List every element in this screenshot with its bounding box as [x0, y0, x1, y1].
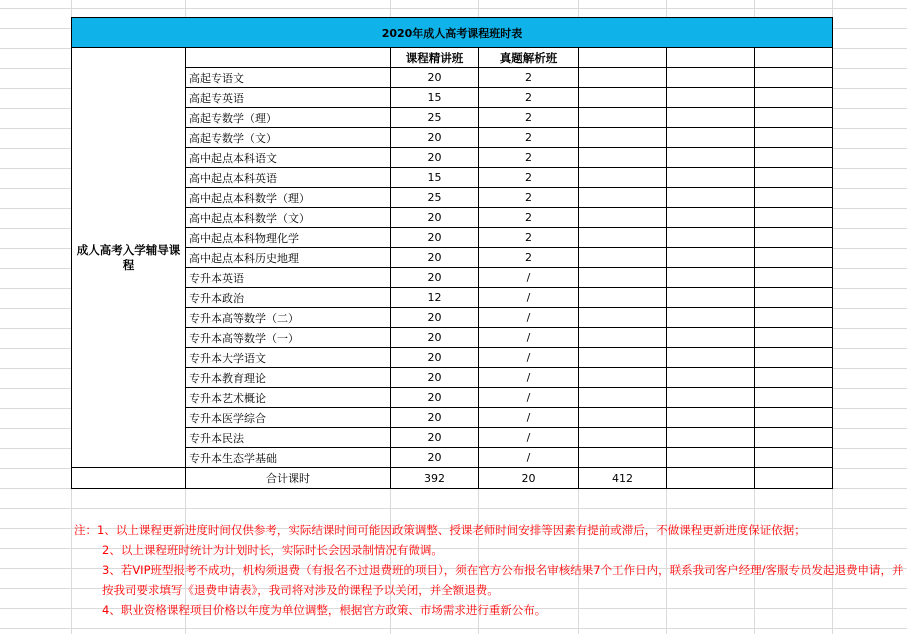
blank-cell-e[interactable] [579, 308, 667, 328]
lecture-hours-cell[interactable]: 20 [391, 448, 479, 468]
lecture-hours-cell[interactable]: 15 [391, 88, 479, 108]
table-row [72, 268, 833, 288]
note-3[interactable]: 3、若VIP班型报考不成功，机构须退费（有报名不过退费班的项目），须在官方公布报名审核结果7个工作日内，联系我司客户经理/客服专员发起退费申请，并按我司要求填写《退费申请表》，我司将对涉及的课程予以关闭，并全额退费。 [102, 563, 904, 597]
exam-hours-cell[interactable]: 2 [479, 68, 579, 88]
course-cell[interactable]: 专升本医学综合 [186, 408, 391, 428]
table-row [72, 128, 833, 148]
blank-cell-e[interactable] [579, 388, 667, 408]
blank-cell-f[interactable] [667, 228, 755, 248]
blank-cell-e[interactable] [579, 348, 667, 368]
lecture-hours-cell[interactable]: 20 [391, 388, 479, 408]
blank-cell-f[interactable] [667, 68, 755, 88]
lecture-hours-cell[interactable]: 20 [391, 68, 479, 88]
title-row [72, 18, 833, 48]
blank-cell-g[interactable] [755, 368, 833, 388]
exam-hours-cell[interactable]: 2 [479, 248, 579, 268]
blank-cell-g[interactable] [755, 348, 833, 368]
blank-cell-f[interactable] [667, 288, 755, 308]
total-exam[interactable]: 20 [479, 468, 579, 489]
table-row [72, 428, 833, 448]
blank-cell-g[interactable] [755, 168, 833, 188]
blank-cell-g[interactable] [755, 308, 833, 328]
course-cell[interactable]: 高中起点本科英语 [186, 168, 391, 188]
blank-cell-e[interactable] [579, 328, 667, 348]
course-cell[interactable]: 专升本政治 [186, 288, 391, 308]
blank-cell-f[interactable] [667, 208, 755, 228]
table-row [72, 448, 833, 468]
header-course-blank[interactable] [186, 48, 391, 68]
blank-cell-f[interactable] [667, 168, 755, 188]
header-blank-g[interactable] [755, 48, 833, 68]
course-cell[interactable]: 专升本高等数学（一） [186, 328, 391, 348]
header-row [72, 48, 833, 68]
exam-hours-cell[interactable]: / [479, 388, 579, 408]
blank-cell-g[interactable] [755, 128, 833, 148]
exam-hours-cell[interactable]: / [479, 288, 579, 308]
blank-cell-e[interactable] [579, 168, 667, 188]
header-lecture[interactable]: 课程精讲班 [391, 48, 479, 68]
lecture-hours-cell[interactable]: 20 [391, 248, 479, 268]
blank-cell-f[interactable] [667, 408, 755, 428]
course-cell[interactable]: 专升本高等数学（二） [186, 308, 391, 328]
blank-cell-f[interactable] [667, 308, 755, 328]
exam-hours-cell[interactable]: / [479, 348, 579, 368]
blank-cell-f[interactable] [667, 128, 755, 148]
course-cell[interactable]: 专升本英语 [186, 268, 391, 288]
blank-cell-g[interactable] [755, 228, 833, 248]
lecture-hours-cell[interactable]: 20 [391, 428, 479, 448]
course-cell[interactable]: 专升本民法 [186, 428, 391, 448]
note-1[interactable]: 注：1、以上课程更新进度时间仅供参考，实际结课时间可能因政策调整、授课老师时间安排等因素有提前或滞后，不做课程更新进度保证依据； [74, 523, 806, 537]
blank-cell-f[interactable] [667, 328, 755, 348]
exam-hours-cell[interactable]: 2 [479, 168, 579, 188]
blank-cell-f[interactable] [667, 248, 755, 268]
exam-hours-cell[interactable]: 2 [479, 88, 579, 108]
course-cell[interactable]: 高中起点本科语文 [186, 148, 391, 168]
course-cell[interactable]: 专升本教育理论 [186, 368, 391, 388]
total-lecture[interactable]: 392 [391, 468, 479, 489]
course-cell[interactable]: 高中起点本科数学（理） [186, 188, 391, 208]
grid-row-line [0, 8, 907, 9]
table-row [72, 248, 833, 268]
blank-cell-g[interactable] [755, 248, 833, 268]
note-4[interactable]: 4、职业资格课程项目价格以年度为单位调整，根据官方政策、市场需求进行重新公布。 [102, 603, 547, 617]
lecture-hours-cell[interactable]: 20 [391, 228, 479, 248]
course-cell[interactable]: 高中起点本科数学（文） [186, 208, 391, 228]
blank-cell-e[interactable] [579, 428, 667, 448]
lecture-hours-cell[interactable]: 20 [391, 368, 479, 388]
course-cell[interactable]: 高起专语文 [186, 68, 391, 88]
table-body [72, 18, 833, 468]
header-blank-e[interactable] [579, 48, 667, 68]
table-row [72, 228, 833, 248]
blank-cell-f[interactable] [667, 388, 755, 408]
blank-cell-g[interactable] [755, 68, 833, 88]
exam-hours-cell[interactable]: / [479, 448, 579, 468]
notes-block [74, 520, 904, 620]
exam-hours-cell[interactable]: / [479, 308, 579, 328]
exam-hours-cell[interactable]: 2 [479, 108, 579, 128]
blank-cell-g[interactable] [755, 88, 833, 108]
table-row [72, 168, 833, 188]
blank-cell-e[interactable] [579, 188, 667, 208]
table-row [72, 68, 833, 88]
table-row [72, 308, 833, 328]
table-row [72, 408, 833, 428]
blank-cell-e[interactable] [579, 408, 667, 428]
lecture-hours-cell[interactable]: 20 [391, 308, 479, 328]
table-row [72, 368, 833, 388]
blank-cell-e[interactable] [579, 68, 667, 88]
blank-cell-e[interactable] [579, 108, 667, 128]
category-cell[interactable]: 成人高考入学辅导课程 [72, 48, 186, 468]
blank-cell-f[interactable] [667, 268, 755, 288]
exam-hours-cell[interactable]: 2 [479, 188, 579, 208]
total-body [72, 468, 833, 489]
exam-hours-cell[interactable]: / [479, 368, 579, 388]
table-row [72, 88, 833, 108]
total-label[interactable]: 合计课时 [186, 468, 391, 489]
total-row [72, 468, 833, 489]
blank-cell-g[interactable] [755, 148, 833, 168]
exam-hours-cell[interactable]: 2 [479, 228, 579, 248]
exam-hours-cell[interactable]: / [479, 328, 579, 348]
table-row [72, 348, 833, 368]
blank-cell-e[interactable] [579, 368, 667, 388]
blank-cell-g[interactable] [755, 208, 833, 228]
total-blank-g[interactable] [755, 468, 833, 489]
blank-cell-f[interactable] [667, 448, 755, 468]
blank-cell-g[interactable] [755, 188, 833, 208]
blank-cell-e[interactable] [579, 128, 667, 148]
table-row [72, 188, 833, 208]
exam-hours-cell[interactable]: 2 [479, 208, 579, 228]
blank-cell-g[interactable] [755, 408, 833, 428]
blank-cell-e[interactable] [579, 88, 667, 108]
blank-cell-f[interactable] [667, 148, 755, 168]
table-row [72, 388, 833, 408]
table-row [72, 328, 833, 348]
lecture-hours-cell[interactable]: 25 [391, 108, 479, 128]
exam-hours-cell[interactable]: 2 [479, 128, 579, 148]
lecture-hours-cell[interactable]: 20 [391, 268, 479, 288]
exam-hours-cell[interactable]: / [479, 428, 579, 448]
note-2[interactable]: 2、以上课程班时统计为计划时长，实际时长会因录制情况有微调。 [102, 543, 443, 557]
blank-cell-g[interactable] [755, 108, 833, 128]
lecture-hours-cell[interactable]: 20 [391, 408, 479, 428]
course-hours-table [71, 17, 833, 489]
header-exam[interactable]: 真题解析班 [479, 48, 579, 68]
lecture-hours-cell[interactable]: 25 [391, 188, 479, 208]
blank-cell-e[interactable] [579, 148, 667, 168]
course-cell[interactable]: 高中起点本科历史地理 [186, 248, 391, 268]
exam-hours-cell[interactable]: 2 [479, 148, 579, 168]
blank-cell-e[interactable] [579, 448, 667, 468]
total-grand[interactable]: 412 [579, 468, 667, 489]
blank-cell-f[interactable] [667, 108, 755, 128]
blank-cell-e[interactable] [579, 288, 667, 308]
lecture-hours-cell[interactable]: 20 [391, 348, 479, 368]
course-cell[interactable]: 专升本艺术概论 [186, 388, 391, 408]
blank-cell-f[interactable] [667, 88, 755, 108]
course-cell[interactable]: 高中起点本科物理化学 [186, 228, 391, 248]
blank-cell-f[interactable] [667, 428, 755, 448]
exam-hours-cell[interactable]: / [479, 408, 579, 428]
table-title[interactable]: 2020年成人高考课程班时表 [72, 18, 833, 48]
lecture-hours-cell[interactable]: 20 [391, 128, 479, 148]
blank-cell-e[interactable] [579, 208, 667, 228]
grid-row-line [0, 628, 907, 629]
table-row [72, 108, 833, 128]
blank-cell-f[interactable] [667, 368, 755, 388]
lecture-hours-cell[interactable]: 20 [391, 148, 479, 168]
blank-cell-e[interactable] [579, 228, 667, 248]
blank-cell-g[interactable] [755, 268, 833, 288]
blank-cell-e[interactable] [579, 248, 667, 268]
blank-cell-g[interactable] [755, 428, 833, 448]
course-cell[interactable]: 专升本生态学基础 [186, 448, 391, 468]
course-cell[interactable]: 高起专英语 [186, 88, 391, 108]
blank-cell-f[interactable] [667, 188, 755, 208]
blank-cell-f[interactable] [667, 348, 755, 368]
blank-cell-g[interactable] [755, 288, 833, 308]
grid-row-line [0, 508, 907, 509]
total-blank-f[interactable] [667, 468, 755, 489]
table-row [72, 208, 833, 228]
course-cell[interactable]: 高起专数学（理） [186, 108, 391, 128]
table-row [72, 148, 833, 168]
course-cell[interactable]: 高起专数学（文） [186, 128, 391, 148]
lecture-hours-cell[interactable]: 15 [391, 168, 479, 188]
lecture-hours-cell[interactable]: 12 [391, 288, 479, 308]
blank-cell-g[interactable] [755, 448, 833, 468]
blank-cell-e[interactable] [579, 268, 667, 288]
course-cell[interactable]: 专升本大学语文 [186, 348, 391, 368]
lecture-hours-cell[interactable]: 20 [391, 208, 479, 228]
lecture-hours-cell[interactable]: 20 [391, 328, 479, 348]
header-blank-f[interactable] [667, 48, 755, 68]
table-row [72, 288, 833, 308]
blank-cell-g[interactable] [755, 388, 833, 408]
total-blank-a[interactable] [72, 468, 186, 489]
blank-cell-g[interactable] [755, 328, 833, 348]
exam-hours-cell[interactable]: / [479, 268, 579, 288]
